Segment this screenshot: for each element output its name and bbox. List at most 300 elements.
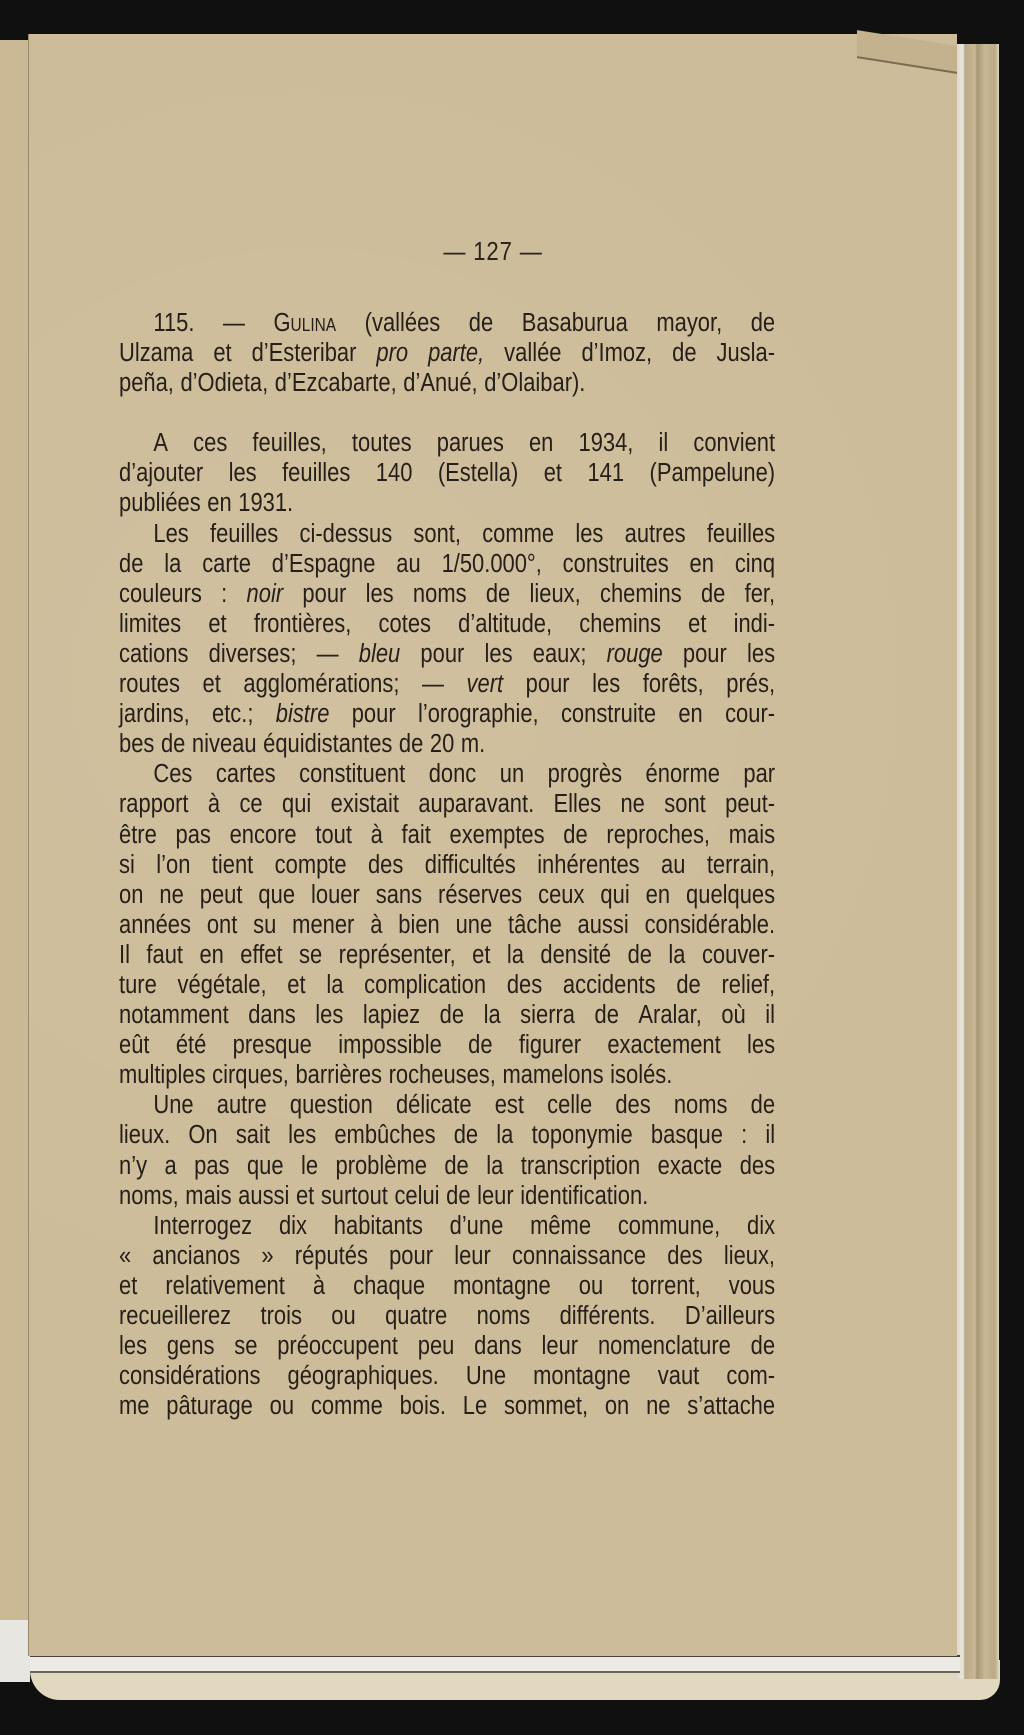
word: agglomérations; xyxy=(243,670,400,699)
word: 115. xyxy=(153,309,195,337)
page-bottom-edge xyxy=(30,1655,960,1673)
word: Gulina xyxy=(273,309,337,337)
word: pour xyxy=(682,639,727,668)
word: été xyxy=(175,1031,207,1060)
word: carte xyxy=(202,549,251,578)
word: ou xyxy=(269,1392,295,1421)
word: Elles xyxy=(553,790,602,819)
word: de xyxy=(676,970,701,999)
text-line xyxy=(119,880,775,910)
word: mayor, xyxy=(656,309,723,337)
word: On xyxy=(188,1121,218,1150)
word: — xyxy=(422,670,444,699)
word: les xyxy=(315,1001,344,1030)
word: bleu xyxy=(358,639,401,668)
word: mamelons xyxy=(502,1061,604,1090)
word: d’Anué, xyxy=(403,369,478,398)
word: publiées xyxy=(119,489,201,518)
word: comme xyxy=(482,519,555,548)
word: noms, xyxy=(119,1181,179,1210)
word: qui xyxy=(282,790,312,819)
word: délicate xyxy=(395,1091,472,1120)
word: d’Olaibar). xyxy=(484,369,586,398)
word: (Pampelune) xyxy=(649,459,776,488)
word: celui xyxy=(394,1181,440,1210)
word: mais xyxy=(185,1181,232,1210)
word: presque xyxy=(232,1031,312,1060)
word: de xyxy=(398,730,424,759)
word: Aralar, xyxy=(638,1001,702,1030)
word: où xyxy=(721,1001,746,1030)
word: nomenclature xyxy=(597,1332,731,1361)
text-line xyxy=(119,579,775,609)
word: forêts, xyxy=(642,670,704,699)
word: 1934, xyxy=(578,429,634,458)
word: noms xyxy=(673,1091,728,1120)
word: une xyxy=(455,910,493,939)
word: de xyxy=(750,1091,776,1120)
text-line xyxy=(119,428,775,458)
word: celle xyxy=(547,1091,593,1120)
word: ont xyxy=(206,910,238,939)
word: noms xyxy=(412,579,467,608)
heading-line xyxy=(119,308,775,338)
folded-corner xyxy=(857,30,957,74)
word: donc xyxy=(428,760,477,789)
word: Interrogez xyxy=(153,1211,253,1240)
word: pas xyxy=(194,1151,230,1180)
word: considérable. xyxy=(644,910,776,939)
word: difficultés xyxy=(424,850,516,879)
word: couver- xyxy=(701,940,776,969)
word: ceux xyxy=(538,880,585,909)
word: cations xyxy=(119,639,189,668)
word: vert xyxy=(466,670,504,699)
word: les xyxy=(119,1332,148,1361)
spacer xyxy=(119,398,775,428)
word: et xyxy=(472,940,491,969)
word: com- xyxy=(726,1362,776,1391)
word: basque xyxy=(650,1121,723,1150)
word: a xyxy=(164,1151,177,1180)
text-line xyxy=(119,1120,775,1150)
word: et xyxy=(119,1271,138,1300)
word: bois. xyxy=(399,1392,446,1421)
word: tout xyxy=(315,820,352,849)
word: embûches xyxy=(334,1121,436,1150)
word: en xyxy=(645,880,671,909)
word: vallée xyxy=(504,339,562,368)
word: (vallées xyxy=(364,309,441,337)
word: peut xyxy=(199,880,243,909)
word: pas xyxy=(175,820,211,849)
word: se xyxy=(234,1332,258,1361)
word: à xyxy=(207,790,221,819)
word: dans xyxy=(474,1332,522,1361)
word: 20 xyxy=(429,730,455,759)
word: d’Esteribar xyxy=(251,339,357,368)
word: barrières xyxy=(295,1061,383,1090)
word: complication xyxy=(364,970,487,999)
word: au xyxy=(661,850,686,879)
word: faut xyxy=(146,940,184,969)
word: végétale, xyxy=(177,970,267,999)
word: de xyxy=(485,579,511,608)
word: est xyxy=(494,1091,524,1120)
word: la xyxy=(668,940,686,969)
word: s’attache xyxy=(687,1392,776,1421)
word: fer, xyxy=(744,579,776,608)
word: (Estella) xyxy=(437,459,519,488)
word: Ulzama xyxy=(119,339,194,368)
word: de xyxy=(468,1031,493,1060)
word: des xyxy=(667,1241,703,1270)
word: par xyxy=(743,760,776,789)
word: et xyxy=(287,970,306,999)
text-line xyxy=(119,1331,775,1361)
word: considérations xyxy=(119,1362,261,1391)
word: d’Espagne xyxy=(271,549,376,578)
word: feuilles xyxy=(282,459,351,488)
word: pour xyxy=(420,639,465,668)
word: et xyxy=(208,609,227,638)
word: constituent xyxy=(299,760,406,789)
word: de xyxy=(700,579,726,608)
word: routes xyxy=(119,670,180,699)
word: — xyxy=(316,639,339,668)
word: notamment xyxy=(119,1001,229,1030)
word: pâturage xyxy=(166,1392,253,1421)
word: transcription xyxy=(520,1151,641,1180)
word: se xyxy=(299,940,323,969)
word: ture xyxy=(119,970,157,999)
word: accidents xyxy=(562,970,656,999)
word: en xyxy=(207,489,232,518)
word: années xyxy=(119,910,191,939)
word: la xyxy=(496,1121,514,1150)
word: et xyxy=(543,459,563,488)
word: sierra xyxy=(520,1001,576,1030)
word: lieux, xyxy=(723,1241,776,1270)
word: l’on xyxy=(156,850,191,879)
word: impossible xyxy=(338,1031,442,1060)
word: ne xyxy=(159,880,184,909)
word: peu xyxy=(417,1332,455,1361)
text-line xyxy=(119,729,775,759)
word: eût xyxy=(119,1031,150,1060)
text-line xyxy=(119,820,775,850)
word: rapport xyxy=(119,790,189,819)
word: bes xyxy=(119,730,155,759)
word: limites xyxy=(119,609,182,638)
word: ancianos xyxy=(152,1241,241,1270)
word: si xyxy=(119,850,135,879)
word: de xyxy=(439,1001,465,1030)
word: commune, xyxy=(617,1211,721,1240)
word: compte xyxy=(274,850,347,879)
left-page-white-edge xyxy=(0,1620,30,1682)
word: progrès xyxy=(547,760,623,789)
word: et xyxy=(295,1181,315,1210)
word: pour xyxy=(351,700,396,729)
word: quelques xyxy=(686,880,776,909)
word: bistre xyxy=(275,700,330,729)
text-line xyxy=(119,549,775,579)
word: des xyxy=(615,1091,651,1120)
word: de xyxy=(672,339,697,368)
word: leur xyxy=(454,1241,491,1270)
word: d’Ezcabarte, xyxy=(274,369,397,398)
word: les xyxy=(365,579,394,608)
word: réserves xyxy=(438,880,523,909)
word: équidistantes xyxy=(263,730,393,759)
text-line xyxy=(119,1211,775,1241)
word: que xyxy=(258,880,296,909)
word: et xyxy=(213,339,232,368)
word: aussi xyxy=(238,1181,290,1210)
word: vous xyxy=(728,1271,776,1300)
word: recueillerez xyxy=(119,1302,232,1330)
word: lieux, xyxy=(529,579,581,608)
word: tâche xyxy=(508,910,562,939)
word: ci-dessus xyxy=(299,519,393,548)
word: chemins xyxy=(600,579,682,608)
word: feuilles xyxy=(706,519,776,548)
word: » xyxy=(261,1241,274,1270)
word: des xyxy=(367,850,404,879)
word: existait xyxy=(330,790,399,819)
word: à xyxy=(312,1271,326,1300)
word: Il xyxy=(119,940,130,969)
word: connaissance xyxy=(511,1241,647,1270)
word: lapiez xyxy=(362,1001,421,1030)
word: su xyxy=(253,910,277,939)
word: de xyxy=(160,730,186,759)
word: bien xyxy=(398,910,440,939)
word: la xyxy=(486,1151,504,1180)
word: auparavant. xyxy=(418,790,535,819)
word: on xyxy=(604,1392,630,1421)
word: construite xyxy=(560,700,657,729)
word: de xyxy=(446,1181,471,1210)
word: comme xyxy=(310,1392,383,1421)
word: dix xyxy=(747,1211,776,1240)
word: les xyxy=(228,459,257,488)
word: isolés. xyxy=(610,1061,673,1090)
word: montagne xyxy=(533,1362,631,1391)
word: rocheuses, xyxy=(388,1061,496,1090)
word: être xyxy=(119,820,157,849)
word: convient xyxy=(693,429,776,458)
word: tient xyxy=(211,850,254,879)
word: question xyxy=(289,1091,373,1120)
word: sont, xyxy=(413,519,461,548)
word: d’Imoz, xyxy=(581,339,653,368)
word: diverses; xyxy=(208,639,297,668)
text-line xyxy=(119,1060,775,1090)
word: toponymie xyxy=(531,1121,633,1150)
word: Basaburua xyxy=(521,309,628,337)
text-line xyxy=(119,488,775,518)
word: peña, xyxy=(119,369,174,398)
word: de xyxy=(563,820,588,849)
word: me xyxy=(119,1392,150,1421)
word: aussi xyxy=(577,910,629,939)
word: noir xyxy=(246,579,284,608)
word: l’orographie, xyxy=(417,700,539,729)
word: Le xyxy=(462,1392,488,1421)
word: et xyxy=(202,670,221,699)
word: D’ailleurs xyxy=(684,1302,776,1330)
word: dans xyxy=(248,1001,296,1030)
word: « xyxy=(119,1241,132,1270)
word: les xyxy=(592,670,621,699)
text-line xyxy=(119,940,775,970)
word: eaux; xyxy=(532,639,587,668)
text-line xyxy=(119,1151,775,1181)
word: feuilles, xyxy=(252,429,327,458)
word: en xyxy=(678,700,703,729)
text-line xyxy=(119,458,775,488)
word: mener xyxy=(292,910,355,939)
word: de xyxy=(444,1151,469,1180)
word: problème xyxy=(335,1151,427,1180)
word: leur xyxy=(477,1181,514,1210)
word: construites xyxy=(562,549,669,578)
word: le xyxy=(300,1151,319,1180)
word: les xyxy=(288,1121,317,1150)
word: : xyxy=(741,1121,748,1150)
word: d’Odieta, xyxy=(180,369,269,398)
word: en xyxy=(689,549,714,578)
word: ou xyxy=(331,1302,356,1330)
word: gens xyxy=(166,1332,215,1361)
word: lieux. xyxy=(119,1121,171,1150)
word: d’ajouter xyxy=(119,459,204,488)
word: m. xyxy=(460,730,486,759)
word: énorme xyxy=(645,760,720,789)
word: dix xyxy=(278,1211,307,1240)
word: parues xyxy=(436,429,504,458)
word: effet xyxy=(240,940,283,969)
word: ou xyxy=(578,1271,604,1300)
word: cotes xyxy=(378,609,431,638)
word: densité xyxy=(540,940,612,969)
page-number: — 127 — xyxy=(443,236,543,266)
word: pour xyxy=(525,670,570,699)
word: et xyxy=(688,609,707,638)
word: de xyxy=(627,940,652,969)
word: il xyxy=(765,1001,775,1030)
word: toutes xyxy=(351,429,412,458)
word: Ces xyxy=(153,760,193,789)
word: fait xyxy=(401,820,431,849)
word: ne xyxy=(620,790,645,819)
word: prés, xyxy=(726,670,776,699)
word: torrent, xyxy=(631,1271,701,1300)
word: la xyxy=(164,549,182,578)
word: chaque xyxy=(353,1271,426,1300)
word: de xyxy=(750,309,776,337)
word: quatre xyxy=(385,1302,448,1330)
word: les xyxy=(747,1031,776,1060)
word: un xyxy=(499,760,525,789)
word: des xyxy=(506,970,543,999)
word: d’altitude, xyxy=(458,609,553,638)
word: de xyxy=(453,1121,479,1150)
text-line xyxy=(119,789,775,819)
word: de xyxy=(468,309,494,337)
text-line xyxy=(119,1030,775,1060)
word: vaut xyxy=(657,1362,700,1391)
text-line xyxy=(119,519,775,549)
word: Les xyxy=(153,519,189,548)
text-line xyxy=(119,1271,775,1301)
word: 140 xyxy=(375,459,413,488)
word: exactement xyxy=(607,1031,721,1060)
word: chemins xyxy=(579,609,661,638)
word: en xyxy=(528,429,554,458)
word: il xyxy=(765,1121,776,1150)
word: jardins, xyxy=(119,700,190,729)
word: Jusla- xyxy=(716,339,776,368)
book-page xyxy=(28,34,957,1656)
word: les xyxy=(747,639,776,668)
word: etc.; xyxy=(212,700,254,729)
word: pour xyxy=(302,579,347,608)
word: ces xyxy=(193,429,228,458)
word: sont xyxy=(664,790,706,819)
text-line xyxy=(119,850,775,880)
word: — xyxy=(223,309,245,337)
word: inhérentes xyxy=(537,850,640,879)
word: d’une xyxy=(449,1211,504,1240)
word: à xyxy=(370,820,383,849)
word: cirques, xyxy=(212,1061,289,1090)
word: reproches, xyxy=(606,820,711,849)
word: noms xyxy=(476,1302,531,1330)
word: peut- xyxy=(725,790,776,819)
word: on xyxy=(119,880,144,909)
word: couleurs xyxy=(119,579,202,608)
word: : xyxy=(221,579,228,608)
word: surtout xyxy=(320,1181,388,1210)
word: à xyxy=(370,910,383,939)
text-line xyxy=(119,699,775,729)
word: mais xyxy=(728,820,776,849)
word: de xyxy=(119,549,144,578)
word: Une xyxy=(465,1362,507,1391)
text-line xyxy=(119,1000,775,1030)
heading-line xyxy=(119,338,775,368)
word: différents. xyxy=(559,1302,656,1330)
word: cinq xyxy=(734,549,776,578)
text-line xyxy=(119,1241,775,1271)
page-body xyxy=(119,308,775,1421)
word: figurer xyxy=(518,1031,582,1060)
word: parte, xyxy=(428,339,485,368)
word: feuilles xyxy=(210,519,279,548)
word: en xyxy=(199,940,224,969)
text-line xyxy=(119,639,775,669)
text-line xyxy=(119,910,775,940)
word: 1/50.000°, xyxy=(441,549,542,578)
word: la xyxy=(326,970,344,999)
word: la xyxy=(483,1001,501,1030)
word: 1931. xyxy=(238,489,294,518)
word: montagne xyxy=(453,1271,551,1300)
word: que xyxy=(246,1151,284,1180)
